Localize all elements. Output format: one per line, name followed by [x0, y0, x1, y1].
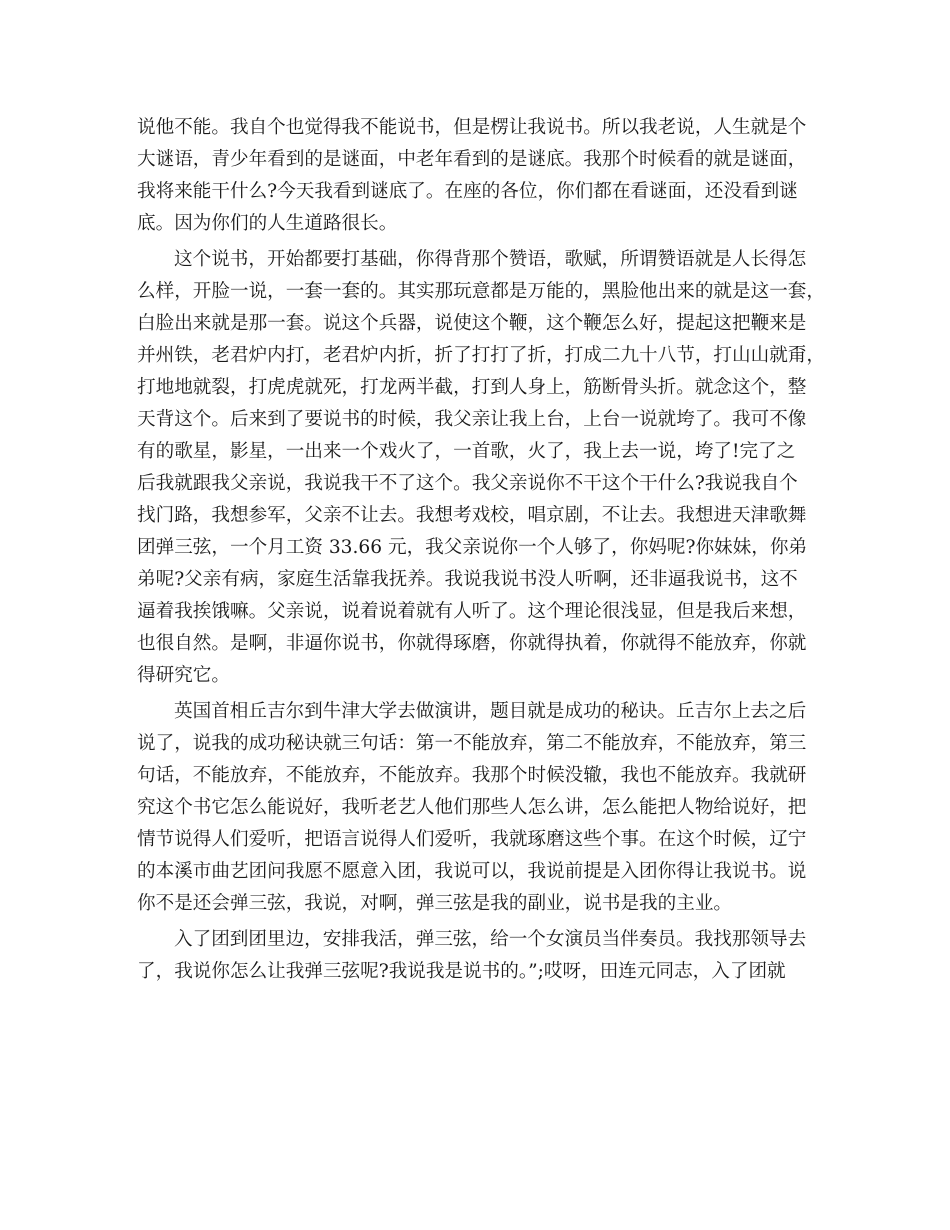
text-line: 说他不能。我自个也觉得我不能说书，但是楞让我说书。所以我老说，人生就是个: [137, 117, 807, 138]
text-line: 底。因为你们的人生道路很长。: [137, 213, 398, 234]
text-line: 说了，说我的成功秘诀就三句话：第一不能放弃，第二不能放弃，不能放弃，第三: [137, 733, 807, 754]
text-line: 英国首相丘吉尔到牛津大学去做演讲，题目就是成功的秘诀。丘吉尔上去之后: [174, 701, 807, 722]
text-line: 弟呢?父亲有病，家庭生活靠我抚养。我说我说书没人听啊，还非逼我说书，这不: [137, 569, 798, 590]
paragraph: [137, 696, 817, 920]
text-line: 情节说得人们爱听，把语言说得人们爱听，我就琢磨这些个事。在这个时候，辽宁: [137, 829, 807, 850]
text-line: 的本溪市曲艺团问我愿不愿意入团，我说可以，我说前提是入团你得让我说书。说: [137, 861, 807, 882]
text-line: 究这个书它怎么能说好，我听老艺人他们那些人怎么讲，怎么能把人物给说好，把: [137, 797, 807, 818]
text-line: 了，我说你怎么让我弹三弦呢?我说我是说书的。”;哎呀，田连元同志，入了团就: [137, 961, 786, 982]
text-line: 入了团到团里边，安排我活，弹三弦，给一个女演员当伴奏员。我找那领导去: [174, 929, 807, 950]
text-line: 这个说书，开始都要打基础，你得背那个赞语，歌赋，所谓赞语就是人长得怎: [174, 249, 807, 270]
text-line: 你不是还会弹三弦，我说，对啊，弹三弦是我的副业，说书是我的主业。: [137, 893, 733, 914]
text-line: 天背这个。后来到了要说书的时候，我父亲让我上台，上台一说就垮了。我可不像: [137, 409, 807, 430]
text-line: 打地地就裂，打虎虎就死，打龙两半截，打到人身上，筋断骨头折。就念这个，整: [137, 377, 807, 398]
text-line: 也很自然。是啊，非逼你说书，你就得琢磨，你就得执着，你就得不能放弃，你就: [137, 633, 807, 654]
text-line: 并州铁，老君炉内打，老君炉内折，折了打打了折，打成二九十八节，打山山就甭，: [137, 345, 825, 366]
text-line: 句话，不能放弃，不能放弃，不能放弃。我那个时候没辙，我也不能放弃。我就研: [137, 765, 807, 786]
text-line: 得研究它。: [137, 665, 230, 686]
text-line: 么样，开脸一说，一套一套的。其实那玩意都是万能的，黑脸他出来的就是这一套，: [137, 281, 825, 302]
text-line: 团弹三弦，一个月工资 33.66 元，我父亲说你一个人够了，你妈呢?你妹妹，你弟: [137, 537, 808, 558]
text-line: 大谜语，青少年看到的是谜面，中老年看到的是谜底。我那个时候看的就是谜面，: [137, 149, 807, 170]
paragraph: [137, 112, 817, 240]
text-line: 逼着我挨饿嘛。父亲说，说着说着就有人听了。这个理论很浅显，但是我后来想，: [137, 601, 807, 622]
text-line: 有的歌星，影星，一出来一个戏火了，一首歌，火了，我上去一说，垮了!完了之: [137, 441, 796, 462]
text-line: 我将来能干什么?今天我看到谜底了。在座的各位，你们都在看谜面，还没看到谜: [137, 181, 798, 202]
text-line: 找门路，我想参军，父亲不让去。我想考戏校，唱京剧，不让去。我想进天津歌舞: [137, 505, 807, 526]
text-line: 后我就跟我父亲说，我说我干不了这个。我父亲说你不干这个干什么?我说我自个: [137, 473, 798, 494]
paragraph: [137, 244, 825, 692]
text-line: 白脸出来就是那一套。说这个兵器，说使这个鞭，这个鞭怎么好，提起这把鞭来是: [137, 313, 807, 334]
document-body: [137, 112, 825, 988]
paragraph: [137, 924, 817, 988]
